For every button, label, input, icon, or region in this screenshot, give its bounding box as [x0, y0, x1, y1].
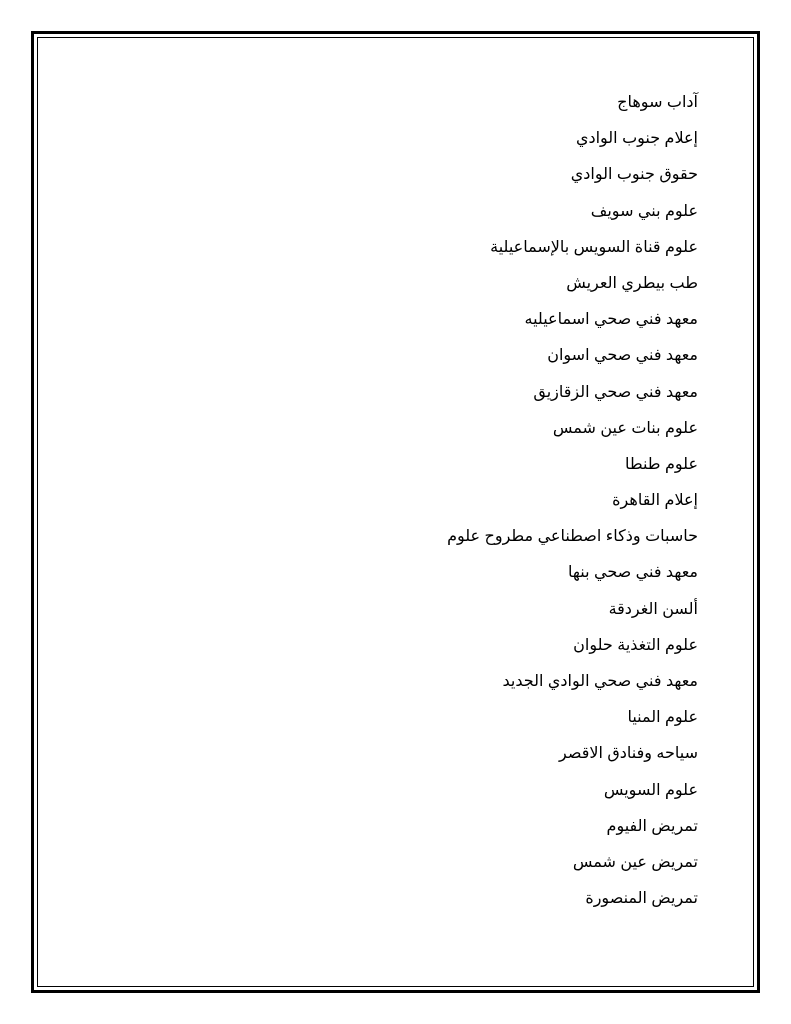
list-item: حقوق جنوب الوادي [570, 166, 698, 184]
list-item: سياحه وفنادق الاقصر [558, 745, 698, 763]
list-item: علوم المنيا [627, 709, 698, 727]
list-item: علوم التغذية حلوان [573, 636, 698, 654]
list-item: ألسن الغردقة [608, 600, 698, 618]
list-item: تمريض المنصورة [585, 890, 698, 908]
list-item: تمريض الفيوم [606, 817, 698, 835]
list-item: إعلام جنوب الوادي [575, 130, 698, 148]
list-item: معهد فني صحي اسماعيليه [524, 311, 698, 329]
list-item: علوم بني سويف [590, 202, 698, 220]
list-item: تمريض عين شمس [572, 853, 698, 871]
entry-list [98, 89, 698, 921]
list-item: علوم قناة السويس بالإسماعيلية [490, 238, 698, 256]
list-item: علوم بنات عين شمس [552, 419, 698, 437]
list-item: معهد فني صحي اسوان [547, 347, 698, 365]
list-item: معهد فني صحي الزقازيق [533, 383, 698, 401]
list-item: حاسبات وذكاء اصطناعي مطروح علوم [447, 528, 698, 546]
list-item: علوم السويس [603, 781, 698, 799]
list-item: آداب سوهاج [617, 94, 698, 111]
list-item: علوم طنطا [624, 455, 698, 473]
list-item: إعلام القاهرة [612, 492, 698, 510]
list-item: معهد فني صحي الوادي الجديد [502, 673, 698, 690]
list-item: طب بيطري العريش [566, 274, 698, 292]
list-item: معهد فني صحي بنها [568, 564, 698, 582]
